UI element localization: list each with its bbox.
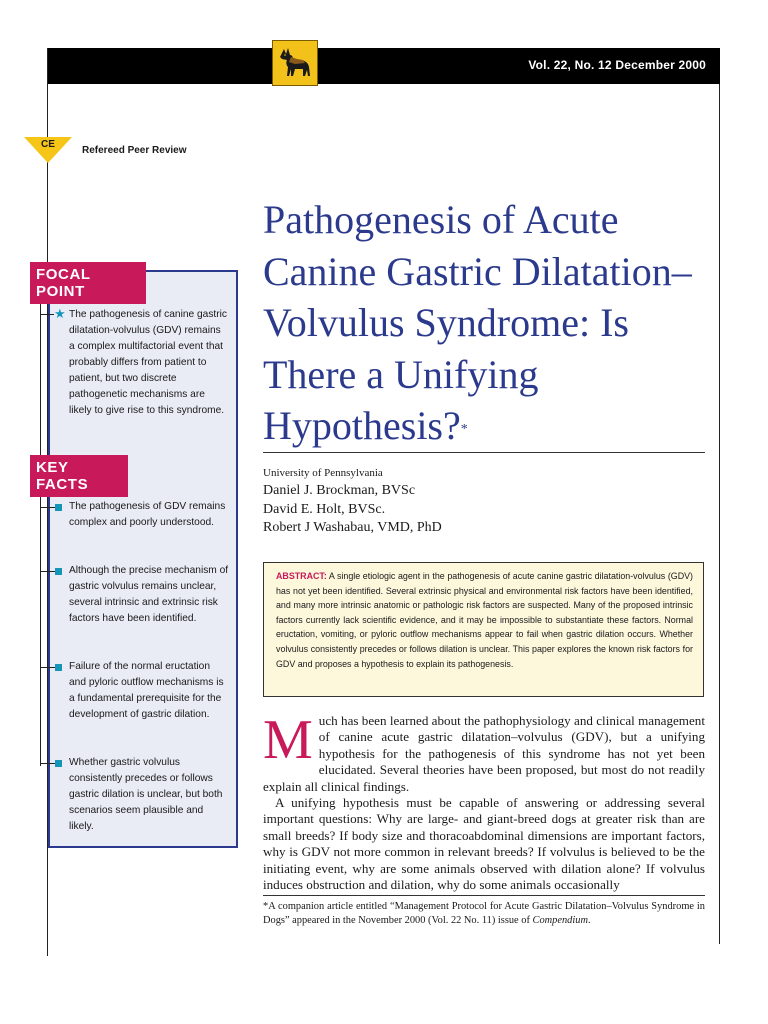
right-frame-rule — [719, 84, 720, 944]
german-shepherd-icon — [275, 43, 315, 83]
focal-point-heading: FOCAL POINT — [30, 262, 146, 304]
footnote-rule — [263, 895, 705, 896]
body-paragraph: A unifying hypothesis must be capable of answering or addressing several important questions: Why are large- and giant-breed dogs at greater risk than are small breeds? If body size and thoracoabdominal dimensions are important factors, why is GDV not more common in relevant breeds? If volvulus is believed to be the initiating event, why are some animals observed with dilation alone? If volvulus induces obstruction and dilation, why do some animals occasionally — [263, 795, 705, 893]
issue-info: Vol. 22, No. 12 December 2000 — [528, 58, 706, 72]
focal-point-text: The pathogenesis of canine gastric dilatation-volvulus (GDV) remains a complex multifactorial event that probably differs from patient to patient, but two discrete pathogenetic mechanisms are likely to give rise to this syndrome. — [69, 309, 228, 416]
key-fact-tick — [40, 507, 56, 508]
refereed-label: Refereed Peer Review — [82, 145, 187, 156]
footnote-end: . — [587, 915, 591, 926]
square-bullet-icon — [55, 760, 62, 767]
paragraph-text: uch has been learned about the pathophysiology and clinical management of canine acute gastric dilatation–volvulus (GDV), but a unifying hypothesis for the pathogenesis of this syndrome has not yet been elucidated. Several theories have been proposed, but most do not readily explain all clinical findings. — [263, 713, 705, 794]
key-fact-tick — [40, 763, 56, 764]
key-fact-tick — [40, 667, 56, 668]
star-icon: ★ — [54, 306, 66, 321]
header-bar — [48, 48, 720, 84]
ce-label: CE — [41, 139, 55, 150]
key-fact-item: Although the precise mechanism of gastric volvulus remains unclear, several intrinsic and extrinsic risk factors have been identified. — [69, 565, 229, 624]
square-bullet-icon — [55, 664, 62, 671]
article-title — [263, 194, 713, 452]
title-rule — [263, 452, 705, 453]
author: Daniel J. Brockman, BVSc — [263, 483, 416, 498]
ce-badge — [24, 137, 72, 163]
key-fact-item: Failure of the normal eructation and pyloric outflow mechanisms is a fundamental prerequisite for the development of gastric dilation. — [69, 661, 224, 720]
footnote — [263, 900, 705, 928]
affiliation: University of Pennsylvania — [263, 467, 383, 479]
article-body — [263, 709, 705, 893]
article-title-text: Pathogenesis of Acute Canine Gastric Dilatation–Volvulus Syndrome: Is There a Unifying Hypothesis? — [263, 197, 692, 448]
abstract-text: A single etiologic agent in the pathogenesis of acute canine gastric dilatation-volvulus (GDV) has not yet been identified. Several extrinsic physical and environmental risk factors have been identified, and many more intrinsic anatomic or pathologic risk factors are suspected. Many of the proposed intrinsic factors currently lack scientific evidence, and it may be impossible to substantiate these factors. Normal eructation, vomiting, or pyloric outflow mechanisms appear to fail when gastric dilation occurs. Whether volvulus consistently precedes or follows dilation is unclear. This paper explores the known risk factors for GDV and proposes a hypothesis to explain its pathogenesis. — [276, 571, 693, 669]
key-fact-item: The pathogenesis of GDV remains complex and poorly understood. — [69, 501, 226, 528]
footnote-journal: Compendium — [532, 915, 588, 926]
journal-logo — [272, 40, 318, 86]
footnote-text: *A companion article entitled “Management Protocol for Acute Gastric Dilatation–Volvulus Syndrome in Dogs” appeared in the November 2000 (Vol. 22 No. 11) issue of — [263, 901, 705, 926]
abstract-label: ABSTRACT: — [276, 571, 327, 581]
square-bullet-icon — [55, 568, 62, 575]
key-fact-tick — [40, 571, 56, 572]
key-facts-heading: KEY FACTS — [30, 455, 128, 497]
abstract-box — [263, 562, 704, 697]
sidebar-vertical-rule — [40, 290, 41, 766]
author-list — [263, 482, 442, 538]
focal-point-tick — [40, 314, 54, 315]
key-fact-item: Whether gastric volvulus consistently precedes or follows gastric dilation is unclear, but both scenarios seem plausible and likely. — [69, 757, 223, 832]
author: David E. Holt, BVSc. — [263, 501, 386, 517]
title-footnote-mark: * — [460, 422, 468, 437]
body-paragraph — [263, 709, 705, 795]
author: Robert J Washabau, VMD, PhD — [263, 520, 442, 535]
drop-cap: M — [263, 709, 313, 771]
square-bullet-icon — [55, 504, 62, 511]
